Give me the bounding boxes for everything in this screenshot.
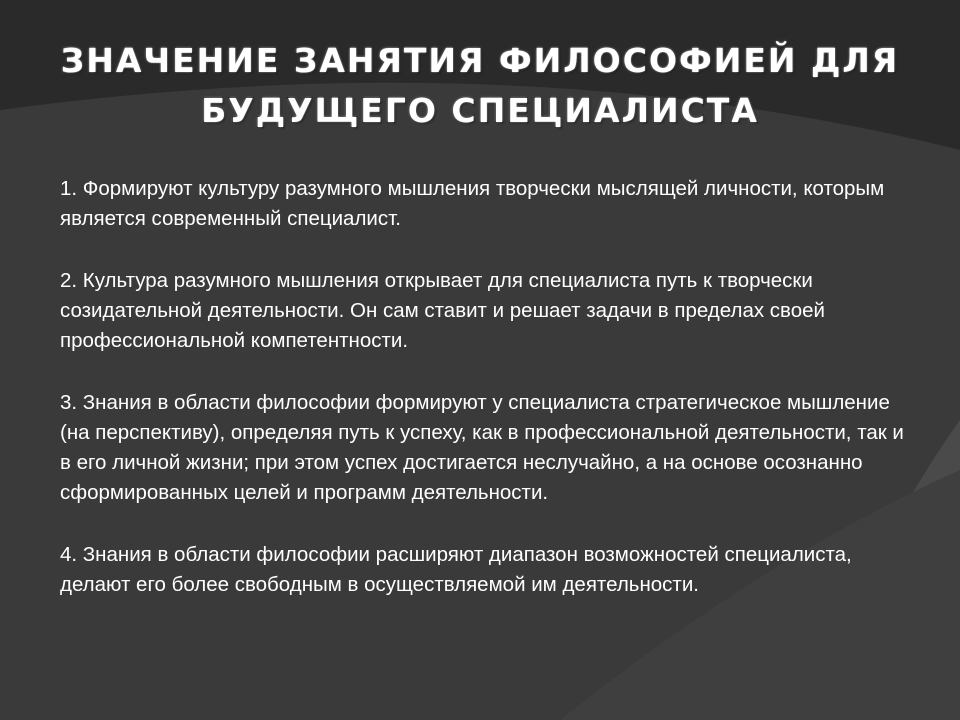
body-paragraph-1: 1. Формируют культуру разумного мышления творчески мыслящей личности, которым является современный специалист.	[60, 177, 885, 230]
slide-title-line-2: БУДУЩЕГО СПЕЦИАЛИСТА	[201, 91, 759, 130]
body-paragraph-4: 4. Знания в области философии расширяют диапазон возможностей специалиста, делают его более свободным в осуществляемой им деятельности.	[60, 543, 852, 596]
slide-body	[60, 174, 920, 632]
body-paragraph-3: 3. Знания в области философии формируют у специалиста стратегическое мышление (на перспективу), определяя путь к успеху, как в профессиональной деятельности, так и в его личной жизни; при этом успех достигается неслучайно, а на основе осознанно сформированных целей и программ деятельности.	[60, 391, 904, 504]
slide-title	[60, 36, 900, 136]
body-paragraph-2: 2. Культура разумного мышления открывает для специалиста путь к творчески созидательной деятельности. Он сам ставит и решает задачи в пределах своей профессиональной компетентности.	[60, 269, 825, 352]
slide-title-line-1: ЗНАЧЕНИЕ ЗАНЯТИЯ ФИЛОСОФИЕЙ ДЛЯ	[60, 41, 900, 80]
